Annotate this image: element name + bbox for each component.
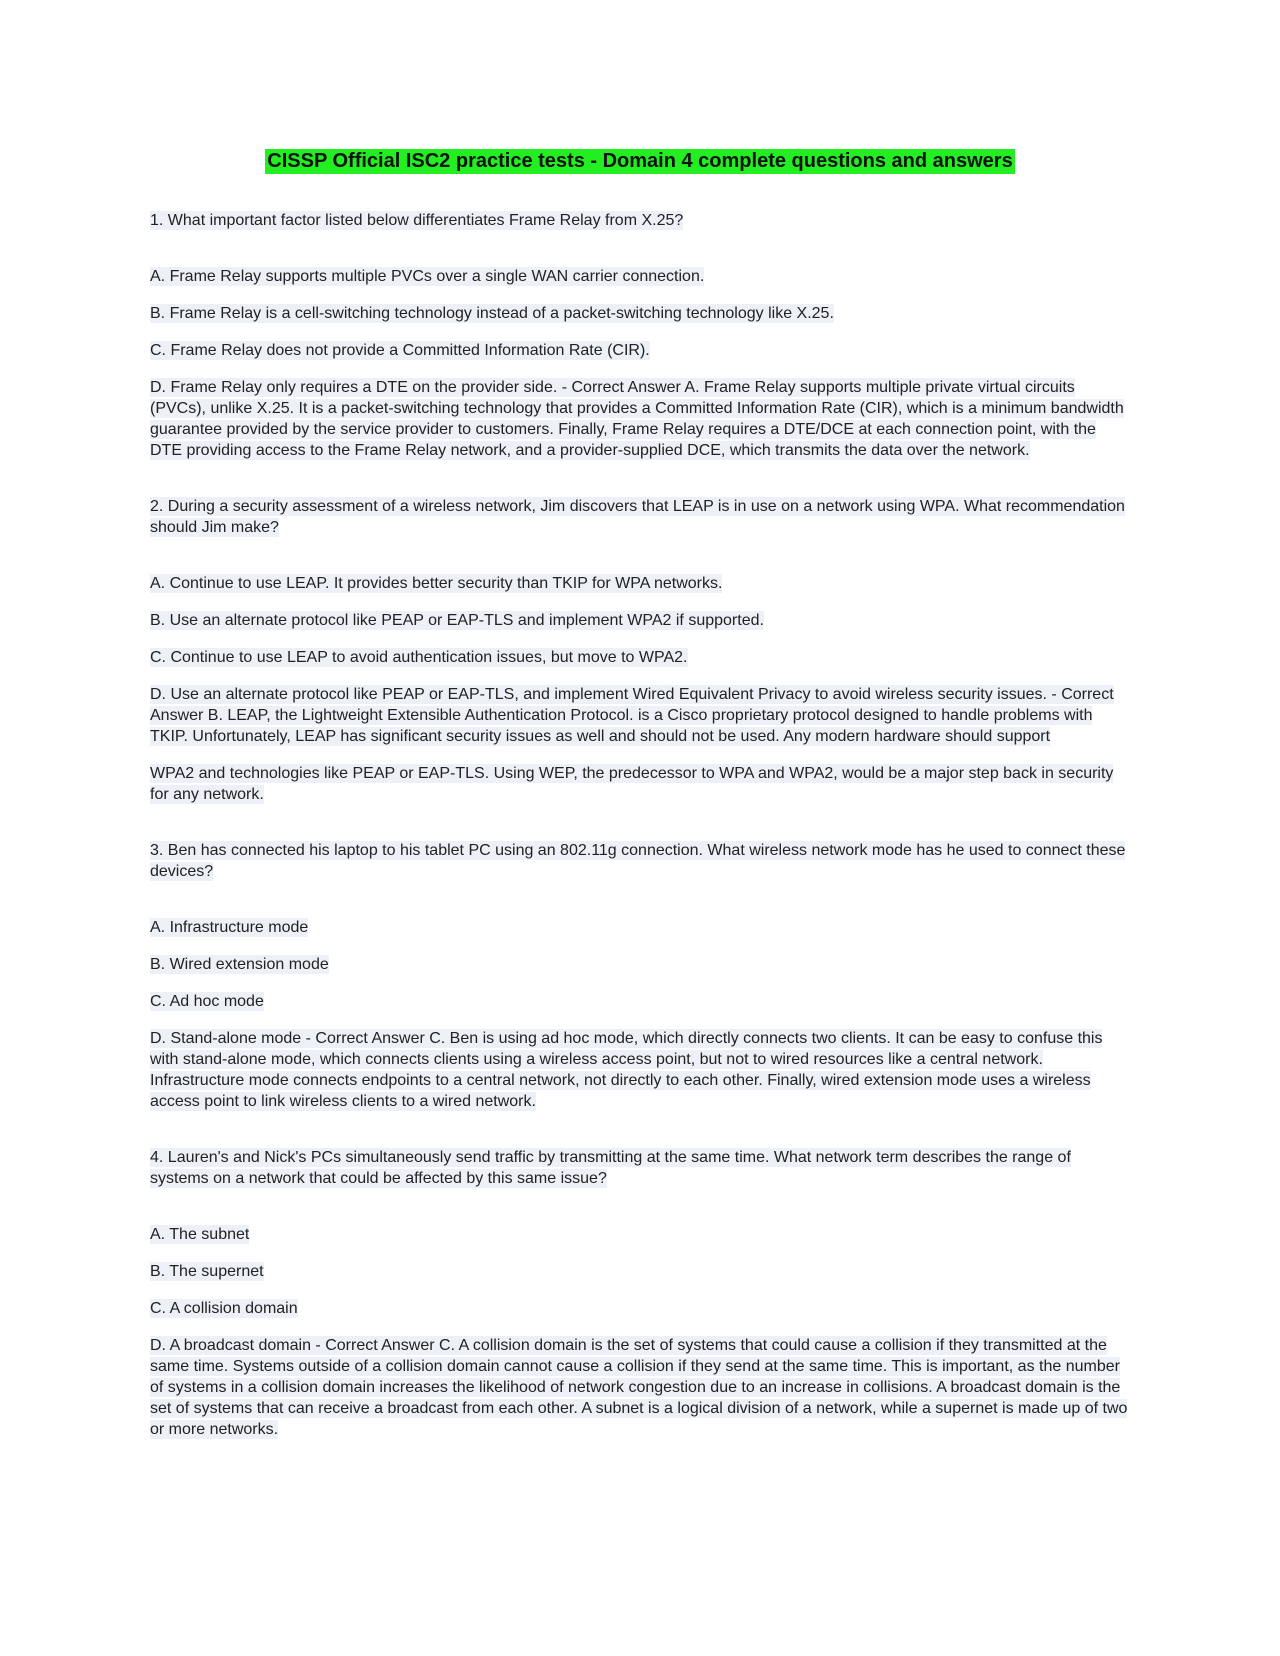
option-a: A. Continue to use LEAP. It provides better security than TKIP for WPA networks. [150,575,723,592]
option-a: A. The subnet [150,1226,250,1243]
option-d-answer: D. Frame Relay only requires a DTE on the provider side. - Correct Answer A. Frame Relay supports multiple private virtual circuits (PVCs), unlike X.25. It is a packet-switching technology that provides a Committed Information Rate (CIR), which is a minimum bandwidth guarantee provided by the service provider to customers. Finally, Frame Relay requires a DTE/DCE at each connection point, with the DTE providing access to the Frame Relay network, and a provider-supplied DCE, which transmits the data over the network. [150,379,1124,459]
question-text [150,1147,1130,1189]
option-d-answer: D. Stand-alone mode - Correct Answer C. Ben is using ad hoc mode, which directly connects two clients. It can be easy to confuse this with stand-alone mode, which connects clients using a wireless access point, but not to wired resources like a central network. Infrastructure mode connects endpoints to a central network, not directly to each other. Finally, wired extension mode uses a wireless access point to link wireless clients to a wired network. [150,1030,1103,1110]
question-2-text: 2. During a security assessment of a wireless network, Jim discovers that LEAP is in use on a network using WPA. What recommendation should Jim make? [150,498,1125,536]
question-text [150,840,1130,882]
option-b: B. The supernet [150,1263,264,1280]
page-title: CISSP Official ISC2 practice tests - Domain 4 complete questions and answers [267,150,1013,172]
option-d-answer: D. A broadcast domain - Correct Answer C. A collision domain is the set of systems that could cause a collision if they transmitted at the same time. Systems outside of a collision domain cannot cause a collision if they send at the same time. This is important, as the number of systems in a collision domain increases the likelihood of network congestion due to an increase in collisions. A broadcast domain is the set of systems that can receive a broadcast from each other. A subnet is a logical division of a network, while a supernet is made up of two or more networks. [150,1337,1128,1438]
option-c: C. Continue to use LEAP to avoid authentication issues, but move to WPA2. [150,649,688,666]
question-block-4 [150,1147,1130,1440]
option-c: C. A collision domain [150,1300,298,1317]
document-body [150,210,1130,1475]
option-c: C. Frame Relay does not provide a Committed Information Rate (CIR). [150,342,650,359]
question-3-text: 3. Ben has connected his laptop to his tablet PC using an 802.11g connection. What wireless network mode has he used to connect these devices? [150,842,1126,880]
option-a: A. Infrastructure mode [150,919,309,936]
option-b: B. Use an alternate protocol like PEAP or EAP-TLS and implement WPA2 if supported. [150,612,764,629]
question-4-text: 4. Lauren's and Nick's PCs simultaneously send traffic by transmitting at the same time. What network term describes the range of systems on a network that could be affected by this same issue? [150,1149,1071,1187]
title-block [0,149,1280,174]
option-b: B. Frame Relay is a cell-switching technology instead of a packet-switching technology like X.25. [150,305,834,322]
question-1-text: 1. What important factor listed below differentiates Frame Relay from X.25? [150,212,684,229]
option-a: A. Frame Relay supports multiple PVCs over a single WAN carrier connection. [150,268,705,285]
option-d-answer: D. Use an alternate protocol like PEAP or EAP-TLS, and implement Wired Equivalent Privacy to avoid wireless security issues. - Correct Answer B. LEAP, the Lightweight Extensible Authentication Protocol. is a Cisco proprietary protocol designed to handle problems with TKIP. Unfortunately, LEAP has significant security issues as well and should not be used. Any modern hardware should support [150,686,1114,745]
option-b: B. Wired extension mode [150,956,329,973]
option-c: C. Ad hoc mode [150,993,264,1010]
question-block-2 [150,496,1130,805]
question-block-3 [150,840,1130,1112]
answer-continued: WPA2 and technologies like PEAP or EAP-TLS. Using WEP, the predecessor to WPA and WPA2, would be a major step back in security for any network. [150,765,1114,803]
question-block-1 [150,210,1130,461]
question-text [150,496,1130,538]
question-text [150,210,1130,231]
